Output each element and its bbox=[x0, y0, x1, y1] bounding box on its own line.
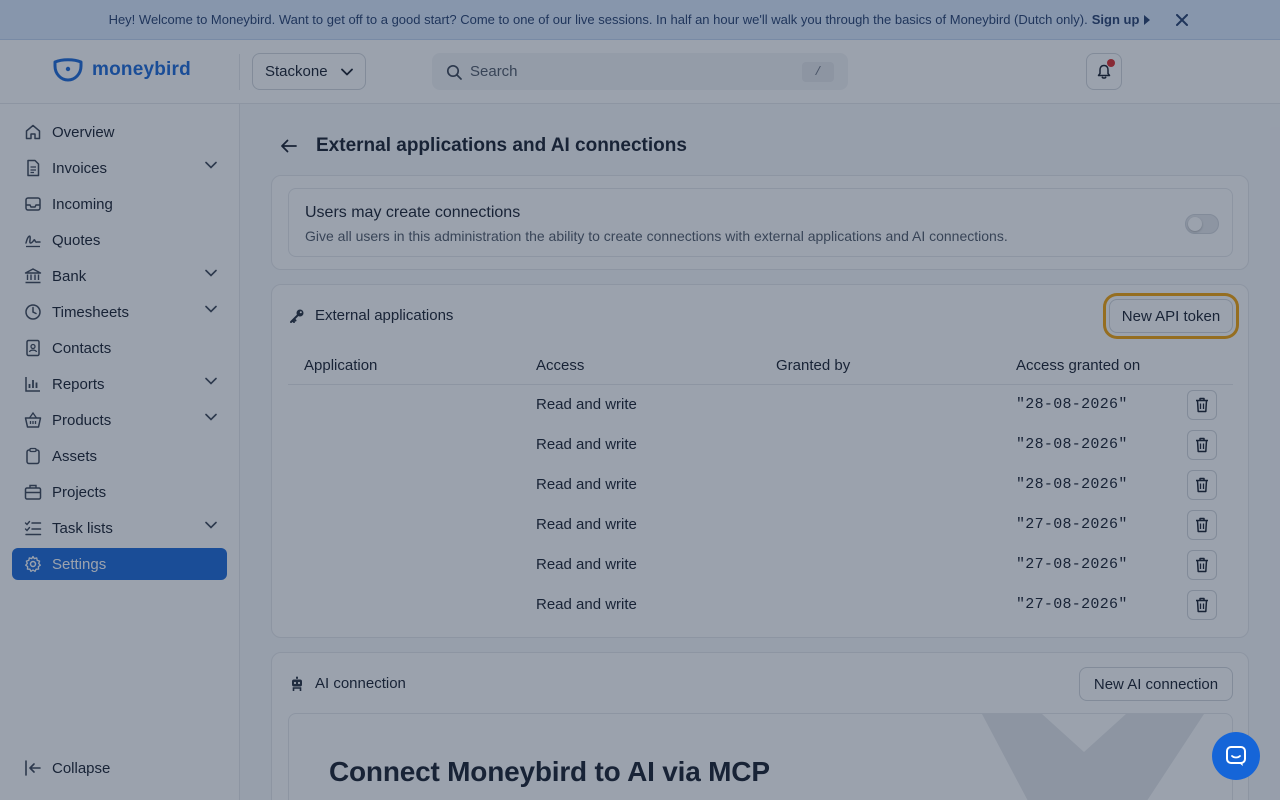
clipboard-icon bbox=[24, 447, 42, 465]
sidebar-item-label: Bank bbox=[52, 267, 87, 285]
sidebar-item-reports[interactable] bbox=[12, 368, 227, 400]
granted-on-cell: "28-08-2026" bbox=[1016, 476, 1128, 493]
chevron-down-icon bbox=[205, 305, 217, 313]
bar-chart-icon bbox=[24, 375, 42, 393]
sidebar-item-incoming[interactable] bbox=[12, 188, 227, 220]
document-icon bbox=[24, 159, 42, 177]
access-cell: Read and write bbox=[536, 516, 637, 533]
sidebar-item-overview[interactable] bbox=[12, 116, 227, 148]
basket-icon bbox=[24, 411, 42, 429]
clock-icon bbox=[24, 303, 42, 321]
access-cell: Read and write bbox=[536, 596, 637, 613]
notifications-button[interactable] bbox=[1086, 53, 1122, 90]
chat-launcher-button[interactable] bbox=[1212, 732, 1260, 780]
banner-signup-link[interactable]: Sign up bbox=[1091, 12, 1140, 27]
chevron-down-icon bbox=[205, 521, 217, 529]
trash-icon bbox=[1195, 517, 1209, 533]
decorative-v-shape bbox=[982, 714, 1204, 800]
granted-on-cell: "28-08-2026" bbox=[1016, 436, 1128, 453]
trash-icon bbox=[1195, 557, 1209, 573]
sidebar-item-task-lists[interactable] bbox=[12, 512, 227, 544]
delete-token-button[interactable] bbox=[1187, 550, 1217, 580]
arrow-left-icon bbox=[280, 138, 298, 154]
chevron-down-icon bbox=[205, 269, 217, 277]
search-input[interactable] bbox=[432, 53, 848, 90]
toggle-knob bbox=[1188, 217, 1202, 231]
sidebar-item-invoices[interactable] bbox=[12, 152, 227, 184]
sidebar-item-label: Projects bbox=[52, 483, 107, 501]
sidebar bbox=[0, 104, 240, 800]
user-menu[interactable] bbox=[1130, 52, 1267, 92]
key-icon bbox=[289, 308, 305, 324]
search-placeholder: Search bbox=[470, 63, 518, 80]
new-ai-connection-button[interactable]: New AI connection bbox=[1079, 667, 1233, 701]
chat-icon bbox=[1225, 745, 1247, 767]
sidebar-item-projects[interactable] bbox=[12, 476, 227, 508]
trash-icon bbox=[1195, 397, 1209, 413]
delete-token-button[interactable] bbox=[1187, 590, 1217, 620]
granted-on-cell: "27-08-2026" bbox=[1016, 516, 1128, 533]
sidebar-item-label: Overview bbox=[52, 123, 115, 141]
ai-connection-card bbox=[271, 652, 1249, 800]
sidebar-item-products[interactable] bbox=[12, 404, 227, 436]
search-icon bbox=[446, 64, 462, 80]
briefcase-icon bbox=[24, 483, 42, 501]
permission-title: Users may create connections bbox=[305, 204, 521, 221]
close-banner-button[interactable] bbox=[1172, 10, 1192, 30]
trash-icon bbox=[1195, 437, 1209, 453]
external-applications-card bbox=[271, 284, 1249, 638]
new-api-token-button[interactable]: New API token bbox=[1109, 299, 1233, 333]
sidebar-item-label: Reports bbox=[52, 375, 105, 393]
bank-icon bbox=[24, 267, 42, 285]
announcement-banner bbox=[0, 0, 1280, 40]
checklist-icon bbox=[24, 519, 42, 537]
sidebar-item-label: Incoming bbox=[52, 195, 113, 213]
access-cell: Read and write bbox=[536, 556, 637, 573]
column-header-application: Application bbox=[304, 357, 378, 374]
mcp-promo-banner bbox=[288, 713, 1233, 800]
table-header bbox=[288, 345, 1233, 385]
sidebar-item-bank[interactable] bbox=[12, 260, 227, 292]
redacted-application-names bbox=[304, 392, 447, 619]
redacted-granted-by-names bbox=[776, 392, 882, 619]
permission-description: Give all users in this administration the ability to create connections with external applications and AI connections. bbox=[305, 228, 1008, 244]
administration-selector[interactable] bbox=[252, 53, 366, 90]
inbox-icon bbox=[24, 195, 42, 213]
sidebar-item-timesheets[interactable] bbox=[12, 296, 227, 328]
signature-icon bbox=[24, 231, 42, 249]
moneybird-logo-icon bbox=[52, 58, 84, 82]
chevron-down-icon bbox=[205, 161, 217, 169]
delete-token-button[interactable] bbox=[1187, 510, 1217, 540]
logo-text: moneybird bbox=[92, 59, 191, 80]
notification-dot bbox=[1107, 59, 1115, 67]
moneybird-logo[interactable] bbox=[52, 58, 191, 82]
granted-on-cell: "28-08-2026" bbox=[1016, 396, 1128, 413]
administration-name: Stackone bbox=[265, 63, 328, 80]
home-icon bbox=[24, 123, 42, 141]
chevron-down-icon bbox=[205, 413, 217, 421]
column-header-access-granted-on: Access granted on bbox=[1016, 357, 1141, 374]
sidebar-item-label: Products bbox=[52, 411, 112, 429]
chevron-down-icon bbox=[341, 68, 353, 76]
sidebar-item-settings[interactable] bbox=[12, 548, 227, 580]
granted-on-cell: "27-08-2026" bbox=[1016, 556, 1128, 573]
delete-token-button[interactable] bbox=[1187, 390, 1217, 420]
sidebar-item-quotes[interactable] bbox=[12, 224, 227, 256]
mcp-promo-title: Connect Moneybird to AI via MCP bbox=[329, 756, 770, 787]
section-title: AI connection bbox=[315, 675, 406, 692]
sidebar-item-label: Contacts bbox=[52, 339, 112, 357]
collapse-label: Collapse bbox=[52, 759, 111, 777]
delete-token-button[interactable] bbox=[1187, 470, 1217, 500]
sidebar-item-label: Quotes bbox=[52, 231, 101, 249]
column-header-granted-by: Granted by bbox=[776, 357, 851, 374]
contact-book-icon bbox=[24, 339, 42, 357]
collapse-sidebar-button[interactable] bbox=[12, 752, 110, 784]
access-cell: Read and write bbox=[536, 396, 637, 413]
permission-card bbox=[271, 175, 1249, 270]
granted-on-cell: "27-08-2026" bbox=[1016, 596, 1128, 613]
ai-connection-heading bbox=[289, 675, 406, 692]
collapse-icon bbox=[24, 759, 42, 777]
sidebar-item-label: Settings bbox=[52, 555, 107, 573]
chevron-down-icon bbox=[205, 377, 217, 385]
delete-token-button[interactable] bbox=[1187, 430, 1217, 460]
sidebar-item-assets[interactable] bbox=[12, 440, 227, 472]
header-divider bbox=[239, 54, 240, 90]
sidebar-item-contacts[interactable] bbox=[12, 332, 227, 364]
main-content bbox=[240, 104, 1280, 800]
page-title: External applications and AI connections bbox=[316, 135, 687, 156]
trash-icon bbox=[1195, 597, 1209, 613]
external-applications-heading bbox=[289, 307, 453, 324]
sidebar-item-label: Assets bbox=[52, 447, 98, 465]
banner-text: Hey! Welcome to Moneybird. Want to get off to a good start? Come to one of our live sessions. In half an hour we'll walk you through the basics of Moneybird (Dutch only). bbox=[108, 12, 1088, 27]
allow-connections-toggle[interactable] bbox=[1185, 214, 1219, 234]
sidebar-item-label: Task lists bbox=[52, 519, 113, 537]
column-header-access: Access bbox=[536, 357, 585, 374]
trash-icon bbox=[1195, 477, 1209, 493]
permission-setting bbox=[288, 188, 1233, 257]
close-icon bbox=[1176, 14, 1188, 26]
top-bar bbox=[0, 40, 1280, 104]
gear-icon bbox=[24, 555, 42, 573]
search-shortcut-hint: / bbox=[802, 62, 834, 82]
access-cell: Read and write bbox=[536, 436, 637, 453]
section-title: External applications bbox=[315, 307, 454, 324]
sidebar-item-label: Timesheets bbox=[52, 303, 129, 321]
back-button[interactable] bbox=[280, 138, 300, 154]
access-cell: Read and write bbox=[536, 476, 637, 493]
robot-icon bbox=[289, 676, 305, 692]
play-arrow-icon bbox=[1143, 15, 1151, 25]
sidebar-item-label: Invoices bbox=[52, 159, 108, 177]
